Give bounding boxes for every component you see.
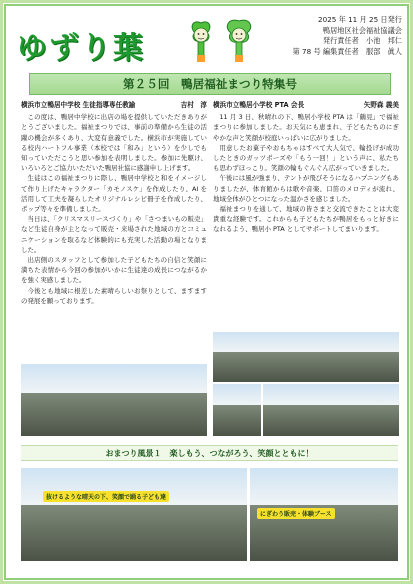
caption-dancing: 抜けるような晴天の下、笑顔で踊る子ども達 xyxy=(43,491,169,502)
photo-stall-people xyxy=(213,384,261,436)
photo-crowd-tents xyxy=(213,332,399,382)
caption-booths: にぎわう販売・体験ブース xyxy=(257,508,335,519)
left-paragraph: 生徒はこの福祉まつりに際し、鴨居中学校と和をイメージして作り上げたキャラクター「カモノスケ」を作成したり、AI を活用して工夫を凝らしたオリジナルレシピ冊子を作成したり、ポップ等々を準備しました。 xyxy=(21,174,207,214)
photo-middle-school-booth xyxy=(21,364,207,436)
right-paragraph: 11 月 3 日、秋晴れの下、鴨居小学校 PTA は「鶴見」で福祉まつりに参加しました。お天気にも恵まれ、子どもたちのにぎやかな声と笑顔が校庭いっぱいに広がりました。 xyxy=(213,113,399,142)
feature-banner: 第２５回 鴨居福祉まつり特集号 xyxy=(29,73,391,95)
issue-date: 2025 年 11 月 25 日発行 xyxy=(318,15,402,24)
right-paragraph: 福祉まつりを通して、地域の皆さまと交流できたことは大変貴重な経験です。これからも子どもたちが鴨居をもっと好きになれるよう、鴨居小 PTA としてサポートしてまいります。 xyxy=(213,205,399,234)
publisher-owner: 発行責任者 小池 邦仁 xyxy=(322,36,402,45)
left-article xyxy=(21,100,207,306)
issue-info xyxy=(293,15,402,57)
left-paragraph: 今後とも地域に根差した素晴らしいお祭りとして、ますますの発展を願っております。 xyxy=(21,286,207,305)
right-author xyxy=(213,100,399,110)
right-author-name: 矢野森 義美 xyxy=(363,101,399,109)
newsletter-logo: ゆずり葉 xyxy=(17,31,145,66)
masthead xyxy=(11,9,408,67)
mascot-icons xyxy=(187,15,257,65)
issue-number-editor: 第 78 号 編集責任者 服部 眞人 xyxy=(292,46,402,56)
left-author xyxy=(21,100,207,110)
right-paragraph: 用意したお菓子やおもちゃはすべて大人気で、輪投げが成功したときのガッツポーズや「もう一回！」という声に、私たちも思わずほっこり。笑顔の輪もぐんぐん広がっていきました。 xyxy=(213,143,399,173)
right-author-school: 横浜市立鴨居小学校 PTA 会長 xyxy=(213,101,305,109)
left-paragraph: この度は、鴨居中学校に出店の場を提供していただきありがとうございました。福祉まつりでは、事前の準備から生徒の活躍の機会が多くあり、大変有意義でした。横浜市が実施している校内ハートフル事業（本校では「和み」という）を少しでも知っていただこうと思い参加を表明しました。参加に先駆け、いろいろとご協力いただいた鴨居社協に感謝申し上げます。 xyxy=(21,113,207,173)
left-author-name: 吉村 淳 xyxy=(180,101,207,109)
section-title: おまつり風景１ 楽しもう、つながろう、笑顔とともに！ xyxy=(21,445,398,461)
left-paragraph: 出店側のスタッフとして参加した子どもたちの自信と笑顔に満ちた表情から今回の参加がいかに生徒達の成長につながるかを強く実感しました。 xyxy=(21,256,207,285)
right-paragraph: 午後には風が強まり、テントが飛びそうになるハプニングもありましたが、体育館からは歌や音楽、口笛のメロディが流れ、地域全体がひとつになった温かさを感じました。 xyxy=(213,174,399,203)
publisher: 鴨居地区社会福祉協議会 xyxy=(322,25,402,35)
left-author-school: 横浜市立鴨居中学校 生徒指導専任教諭 xyxy=(21,101,136,109)
photo-dancing-children xyxy=(21,468,247,561)
right-article xyxy=(213,100,399,235)
photo-sweets-table xyxy=(263,384,399,436)
left-paragraph: 当日は、「クリスマスリースづくり」や「さつまいもの販売」など生徒自身が主となって販売・来場された地域の方とコミュニケーションを取るなど体験的にも充実した活動の場となりました。 xyxy=(21,215,207,254)
